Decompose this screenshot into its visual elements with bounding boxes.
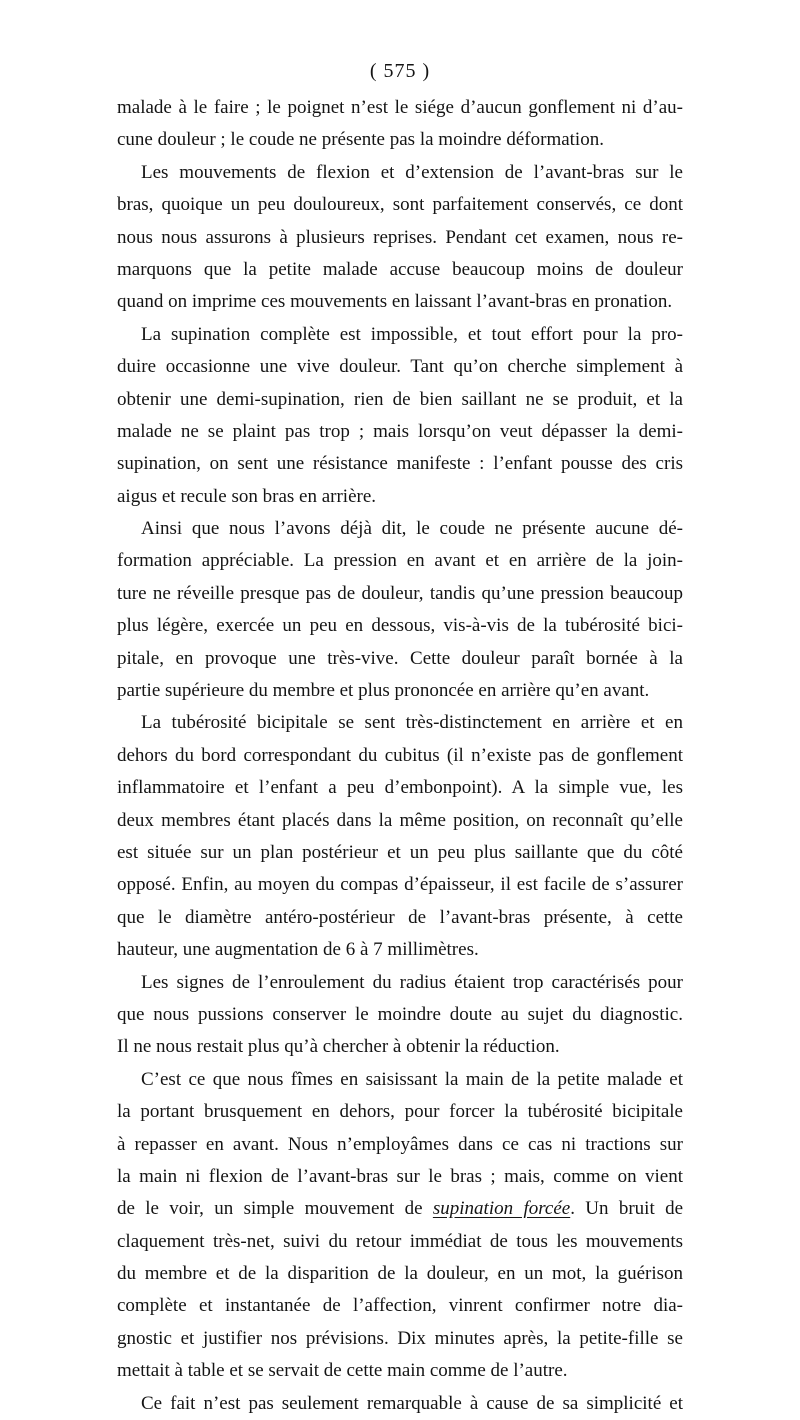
emphasized-text: supination forcée <box>432 1198 571 1220</box>
text-line: supination, on sent une résistance manifeste : l’enfant pousse des cris <box>117 453 683 475</box>
page-number: ( 575 ) <box>369 60 431 82</box>
text-line: pitale, en provoque une très-vive. Cette douleur paraît bornée à la <box>117 647 683 669</box>
text-line: marquons que la petite malade accuse beaucoup moins de douleur <box>117 258 683 280</box>
text-line: La tubérosité bicipitale se sent très-distinctement en arrière et en <box>141 712 683 734</box>
text-line: Ainsi que nous l’avons déjà dit, le coude ne présente aucune dé- <box>141 518 683 540</box>
text-line: opposé. Enfin, au moyen du compas d’épaisseur, il est facile de s’assurer <box>117 874 683 896</box>
text-line: inflammatoire et l’enfant a peu d’embonpoint). A la simple vue, les <box>117 777 683 799</box>
text-line: deux membres étant placés dans la même position, on reconnaît qu’elle <box>117 809 683 831</box>
text-line: du membre et de la disparition de la douleur, en un mot, la guérison <box>117 1263 683 1285</box>
text-line: La supination complète est impossible, et tout effort pour la pro- <box>141 323 683 345</box>
text-segment: de le voir, un simple mouvement de <box>117 1198 433 1220</box>
text-line: formation appréciable. La pression en avant et en arrière de la join- <box>117 550 683 572</box>
text-line: cune douleur ; le coude ne présente pas la moindre déformation. <box>117 129 604 151</box>
text-line: bras, quoique un peu douloureux, sont parfaitement conservés, ce dont <box>117 194 683 216</box>
text-line: dehors du bord correspondant du cubitus (il n’existe pas de gonflement <box>117 744 683 766</box>
text-line: est située sur un plan postérieur et un peu plus saillante que du côté <box>117 841 683 863</box>
text-line: malade ne se plaint pas trop ; mais lorsqu’on veut dépasser la demi- <box>117 420 683 442</box>
text-line: à repasser en avant. Nous n’employâmes dans ce cas ni tractions sur <box>117 1133 683 1155</box>
text-line: ture ne réveille presque pas de douleur, tandis qu’une pression beaucoup <box>117 582 683 604</box>
text-line <box>117 1193 683 1225</box>
text-line: mettait à table et se servait de cette main comme de l’autre. <box>117 1360 568 1382</box>
body-text <box>117 92 683 1420</box>
text-line: la main ni flexion de l’avant-bras sur le bras ; mais, comme on vient <box>117 1165 683 1187</box>
text-line: Les signes de l’enroulement du radius étaient trop caractérisés pour <box>141 971 683 993</box>
text-line: que le diamètre antéro-postérieur de l’avant-bras présente, à cette <box>117 906 683 928</box>
text-line: quand on imprime ces mouvements en laissant l’avant-bras en pronation. <box>117 291 673 313</box>
text-line: nous nous assurons à plusieurs reprises. Pendant cet examen, nous re- <box>117 226 683 248</box>
text-line: hauteur, une augmentation de 6 à 7 millimètres. <box>117 939 479 961</box>
text-line: aigus et recule son bras en arrière. <box>117 485 377 507</box>
text-line: Ce fait n’est pas seulement remarquable à cause de sa simplicité et <box>141 1392 683 1414</box>
text-segment: . Un bruit de <box>570 1198 684 1220</box>
text-line: complète et instantanée de l’affection, vinrent confirmer notre dia- <box>117 1295 683 1317</box>
text-line: partie supérieure du membre et plus prononcée en arrière qu’en avant. <box>117 680 650 702</box>
text-line: la portant brusquement en dehors, pour forcer la tubérosité bicipitale <box>117 1101 683 1123</box>
text-line: que nous pussions conserver le moindre doute au sujet du diagnostic. <box>117 1003 683 1025</box>
text-line: duire occasionne une vive douleur. Tant qu’on cherche simplement à <box>117 356 683 378</box>
text-line: malade à le faire ; le poignet n’est le siége d’aucun gonflement ni d’au- <box>117 97 683 118</box>
text-line: Les mouvements de flexion et d’extension de l’avant-bras sur le <box>141 161 683 183</box>
text-line: obtenir une demi-supination, rien de bien saillant ne se produit, et la <box>117 388 683 410</box>
text-line: claquement très-net, suivi du retour immédiat de tous les mouvements <box>117 1230 683 1252</box>
text-line: C’est ce que nous fîmes en saisissant la main de la petite malade et <box>141 1068 683 1090</box>
text-line: Il ne nous restait plus qu’à chercher à obtenir la réduction. <box>117 1036 560 1058</box>
text-line: plus légère, exercée un peu en dessous, vis-à-vis de la tubérosité bici- <box>117 615 683 637</box>
text-line: gnostic et justifier nos prévisions. Dix minutes après, la petite-fille se <box>117 1327 683 1349</box>
